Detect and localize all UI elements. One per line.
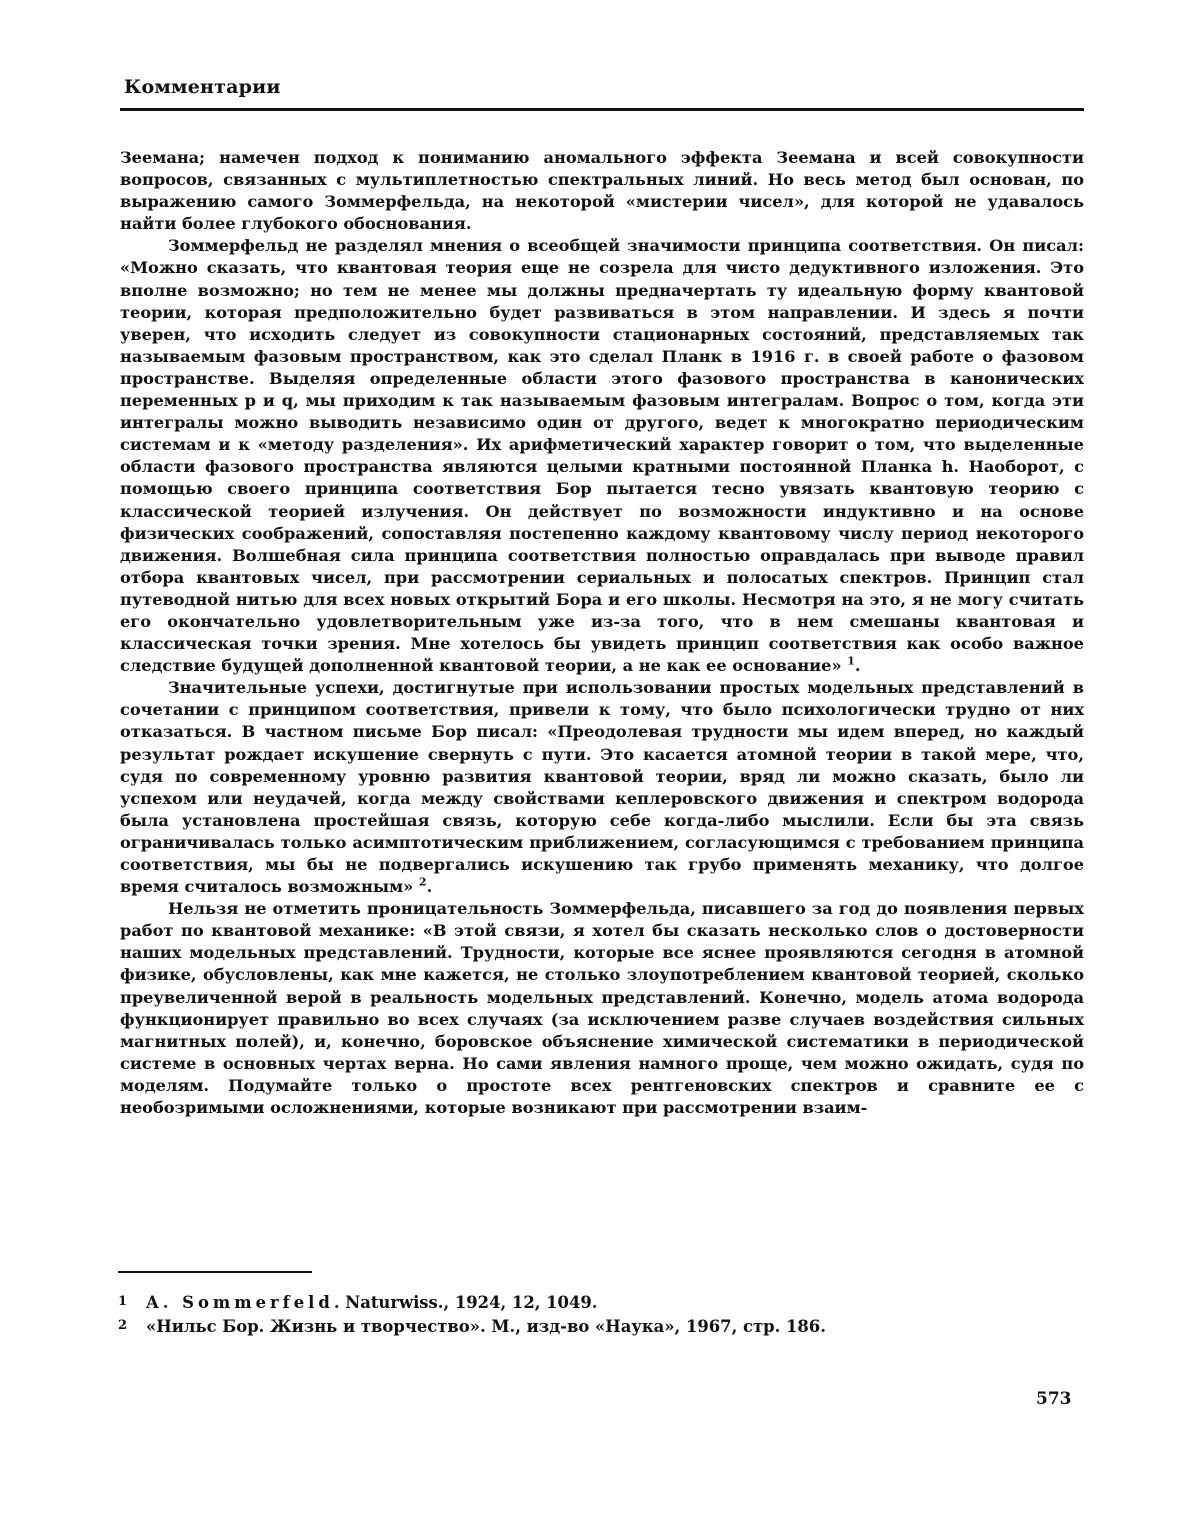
footnote-ref-2: 2 <box>418 875 427 889</box>
footnote-1-source: . Naturwiss., 1924, 12, 1049. <box>333 1293 598 1312</box>
paragraph-4: Нельзя не отметить проницательность Зоммерфельда, писавшего за год до появления первых работ по квантовой механике: «В этой связи, я хотел бы сказать несколько слов о достоверности наших модельных представлений. Трудности, которые все яснее проявляются сегодня в атомной физике, обусловлены, как мне кажется, не столько злоупотреблением квантовой теорией, сколько преувеличенной верой в реальность модельных представлений. Конечно, модель атома водорода функционирует правильно во всех случаях (за исключением разве случаев воздействия сильных магнитных полей), и, конечно, боровское объяснение химической систематики в периодической системе в основных чертах верна. Но сами явления намного проще, чем можно ожидать, судя по моделям. Подумайте только о простоте всех рентгеновских спектров и сравните ее с необозримыми осложнениями, которые возникают при рассмотрении взаим- <box>120 899 1084 1118</box>
footnote-1-mark: 1 <box>118 1294 128 1309</box>
footnote-1 <box>118 1290 1082 1314</box>
paragraph-2 <box>120 235 1084 677</box>
footnote-2-text: «Нильс Бор. Жизнь и творчество». М., изд-во «Наука», 1967, стр. 186. <box>146 1317 826 1336</box>
body-text <box>120 147 1084 1119</box>
paragraph-3 <box>120 677 1084 898</box>
paragraph-2-text: Зоммерфельд не разделял мнения о всеобщей значимости принципа соответствия. Он писал: «Можно сказать, что квантовая теория еще не созрела для чисто дедуктивного изложения. Это вполне возможно; но тем не менее мы должны предначертать ту идеальную форму квантовой теории, которая предположительно будет развиваться в этом направлении. И здесь я почти уверен, что исходить следует из совокупности стационарных состояний, представляемых так называемым фазовым пространством, как это сделал Планк в 1916 г. в своей работе о фазовом пространстве. Выделяя определенные области этого фазового пространства в канонических переменных p и q, мы приходим к так называемым фазовым интегралам. Вопрос о том, когда эти интегралы можно выводить независимо один от другого, ведет к многократно периодическим системам и к «методу разделения». Их арифметический характер говорит о том, что выделенные области фазового пространства являются целыми кратными постоянной Планка h. Наоборот, с помощью своего принципа соответствия Бор пытается тесно увязать квантовую теорию с классической теорией излучения. Он действует по возможности индуктивно и на основе физических соображений, сопоставляя постепенно каждому квантовому числу период некоторого движения. Волшебная сила принципа соответствия полностью оправдалась при выводе правил отбора квантовых чисел, при рассмотрении сериальных и полосатых спектров. Принцип стал путеводной нитью для всех новых открытий Бора и его школы. Несмотря на это, я не могу считать его окончательно удовлетворительным уже из-за того, что в нем смешаны квантовая и классическая точки зрения. Мне хотелось бы увидеть принцип соответствия как особо важное следствие будущей дополненной квантовой теории, а не как ее основание» <box>120 236 1084 676</box>
page-number: 573 <box>1036 1389 1072 1409</box>
paragraph-1: Зеемана; намечен подход к пониманию аномального эффекта Зеемана и всей совокупности вопросов, связанных с мультиплетностью спектральных линий. Но весь метод был основан, по выражению самого Зоммерфельда, на некоторой «мистерии чисел», для которой не удавалось найти более глубокого обоснования. <box>120 148 1084 234</box>
footnote-2-mark: 2 <box>118 1318 128 1333</box>
paragraph-3-text: Значительные успехи, достигнутые при использовании простых модельных представлений в сочетании с принципом соответствия, привели к тому, что было психологически трудно от них отказаться. В частном письме Бор писал: «Преодолевая трудности мы идем вперед, но каждый результат рождает искушение свернуть с пути. Это касается атомной теории в такой мере, что, судя по современному уровню развития квантовой теории, вряд ли можно сказать, было ли успехом или неудачей, когда между свойствами кеплеровского движения и спектром водорода была установлена простейшая связь, которую себе когда-либо мыслили. Если бы эта связь ограничивалась только асимптотическим приближением, согласующимся с требованием принципа соответствия, мы бы не подвергались искушению так грубо применять механику, что долгое время считалось возможным» <box>120 678 1084 897</box>
paragraph-3-end: . <box>426 877 433 897</box>
paragraph-2-end: . <box>854 656 861 676</box>
running-head: Комментарии <box>124 76 281 98</box>
footnote-2 <box>118 1314 1082 1338</box>
footnote-ref-1: 1 <box>847 654 855 668</box>
footnote-1-author: A. Sommerfeld <box>146 1293 334 1312</box>
footnote-rule <box>118 1271 312 1273</box>
footnotes <box>118 1290 1082 1338</box>
header-rule <box>120 108 1084 111</box>
